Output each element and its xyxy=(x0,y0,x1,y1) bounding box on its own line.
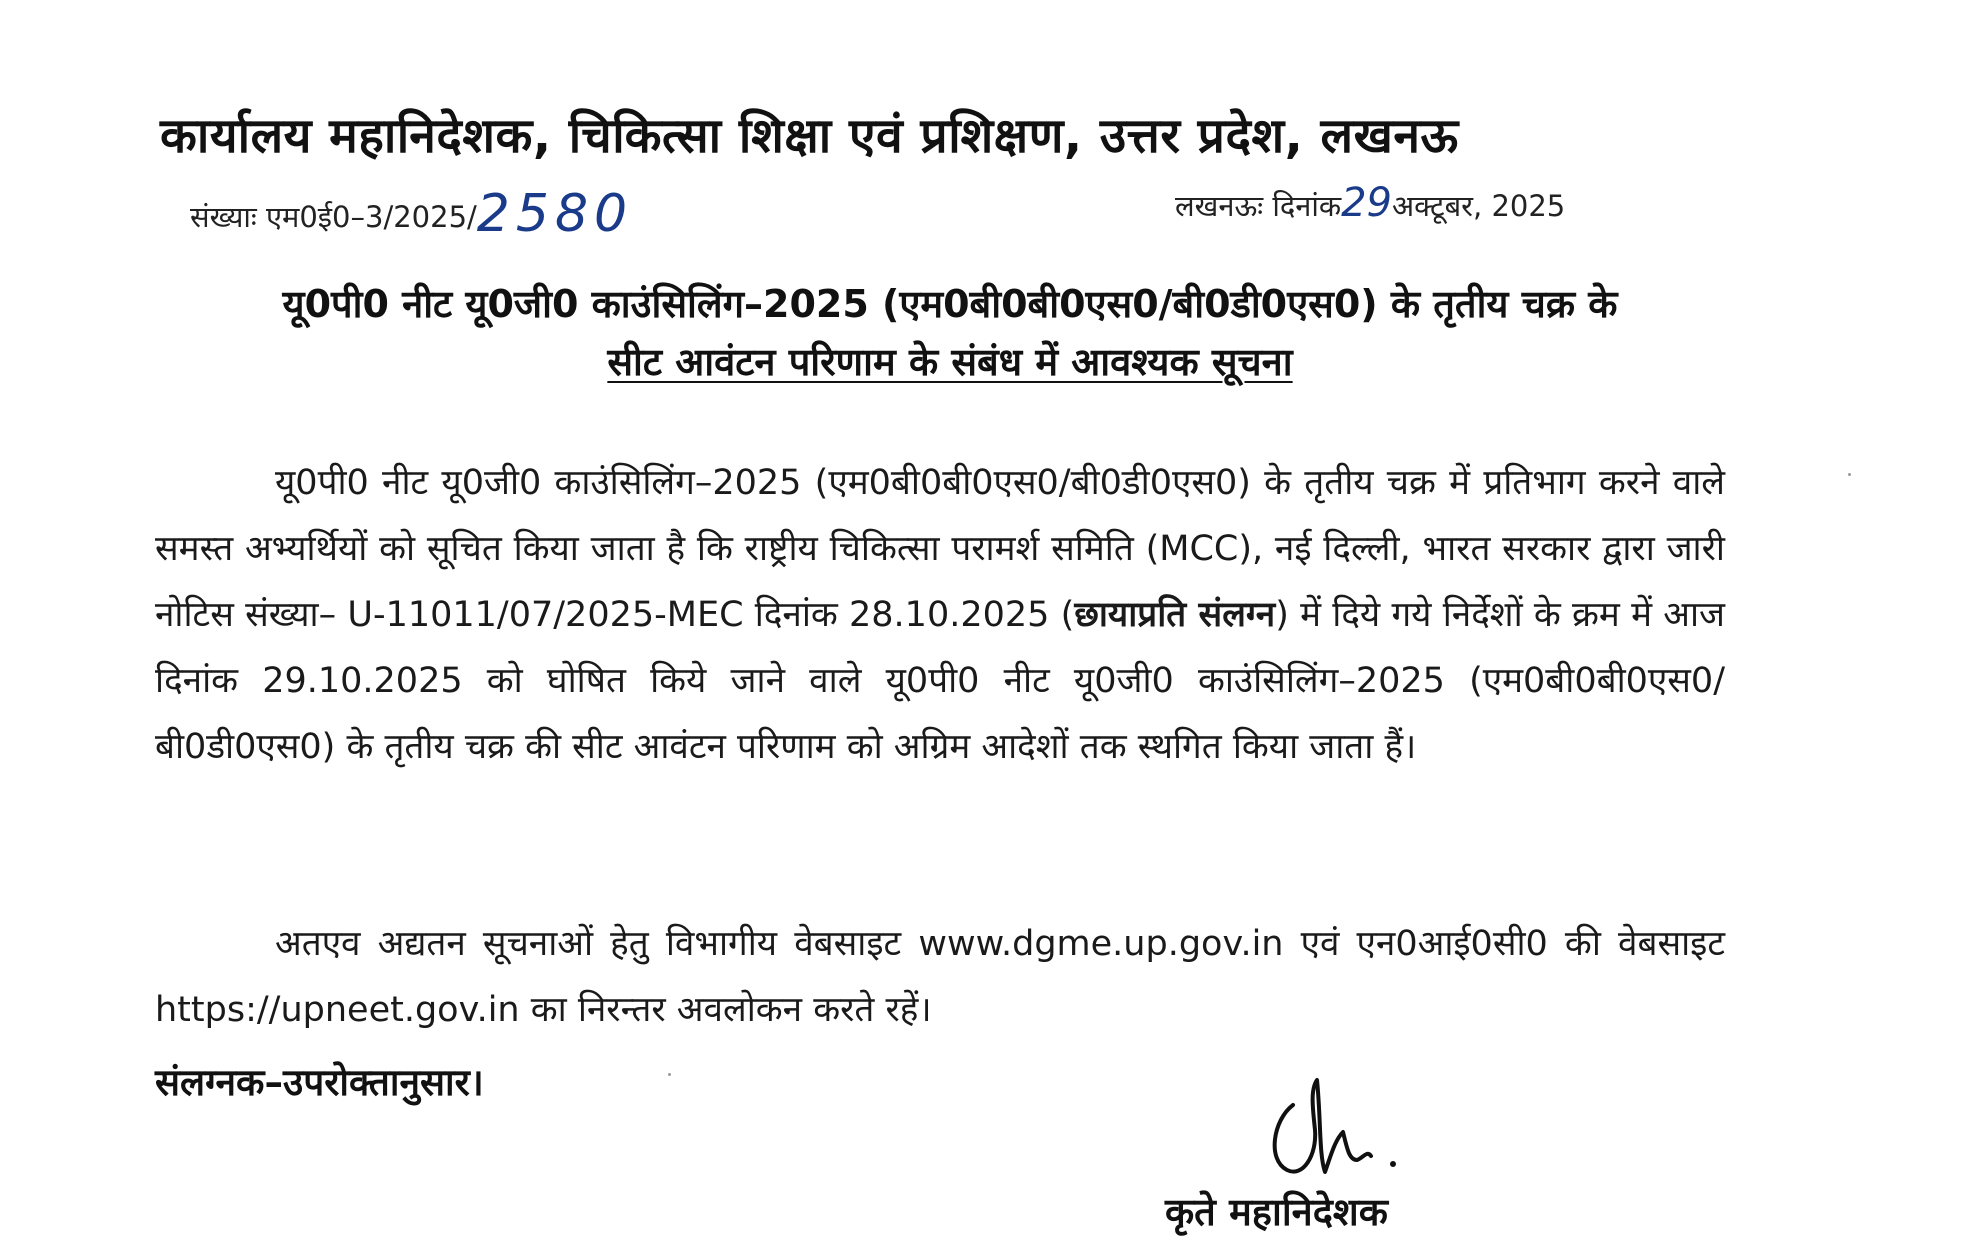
body-paragraph-1 xyxy=(155,450,1725,780)
para1-text-a: यू0पी0 नीट यू0जी0 काउंसिलिंग–2025 (एम0बी0बी0एस0/बी0डी0एस0) के तृतीय चक्र में प्रतिभाग करने वाले समस्त अभ्यर्थियों को सूचित किया जाता है कि राष्ट्रीय चिकित्सा परामर्श समिति (MCC), नई दिल्ली, भारत सरकार द्वारा जारी नोटिस संख्या– U-11011/07/2025-MEC दिनांक 28.10.2025 ( xyxy=(155,463,1725,635)
para2-text-a: अतएव अद्यतन सूचनाओं हेतु विभागीय वेबसाइट xyxy=(275,924,919,964)
website-link-upneet[interactable]: https://upneet.gov.in xyxy=(155,990,520,1030)
reference-number xyxy=(190,180,634,244)
handwritten-reference-number: 2580 xyxy=(476,184,634,244)
scan-speck xyxy=(1848,473,1851,476)
body-paragraph-2 xyxy=(155,911,1725,1043)
issue-date xyxy=(1175,180,1565,226)
subject-heading xyxy=(175,275,1725,391)
office-title: कार्यालय महानिदेशक, चिकित्सा शिक्षा एवं प्रशिक्षण, उत्तर प्रदेश, लखनऊ xyxy=(160,108,1459,164)
website-link-dgme[interactable]: www.dgme.up.gov.in xyxy=(918,924,1284,964)
subject-line-1: यू0पी0 नीट यू0जी0 काउंसिलिंग–2025 (एम0बी0बी0एस0/बी0डी0एस0) के तृतीय चक्र के xyxy=(282,282,1618,326)
para2-text-b: एवं एन0आई0सी0 की वेबसाइट xyxy=(1283,924,1725,964)
date-prefix: लखनऊः दिनांक xyxy=(1175,189,1342,223)
reference-prefix: संख्याः एम0ई0–3/2025/ xyxy=(190,200,477,234)
enclosure-note: संलग्नक–उपरोक्तानुसार। xyxy=(155,1061,484,1104)
handwritten-date-day: 29 xyxy=(1341,180,1393,226)
scan-speck xyxy=(668,1073,671,1076)
subject-line-2: सीट आवंटन परिणाम के संबंध में आवश्यक सूचना xyxy=(607,340,1293,384)
date-suffix: अक्टूबर, 2025 xyxy=(1392,189,1566,223)
signature-image xyxy=(1255,1060,1425,1190)
para1-text-b: ) में दिये गये निर्देशों के क्रम में आज दिनांक 29.10.2025 को घोषित किये जाने वाले यू0पी0 नीट यू0जी0 काउंसिलिंग–2025 (एम0बी0बी0एस0/बी0डी0एस0) के तृतीय चक्र की सीट आवंटन परिणाम को अग्रिम आदेशों तक स्थगित किया जाता हैं। xyxy=(155,595,1725,767)
para2-text-c: का निरन्तर अवलोकन करते रहें। xyxy=(519,990,932,1030)
para1-enclosure-note: छायाप्रति संलग्न xyxy=(1074,595,1276,635)
signatory-designation: कृते महानिदेशक xyxy=(1165,1190,1388,1234)
